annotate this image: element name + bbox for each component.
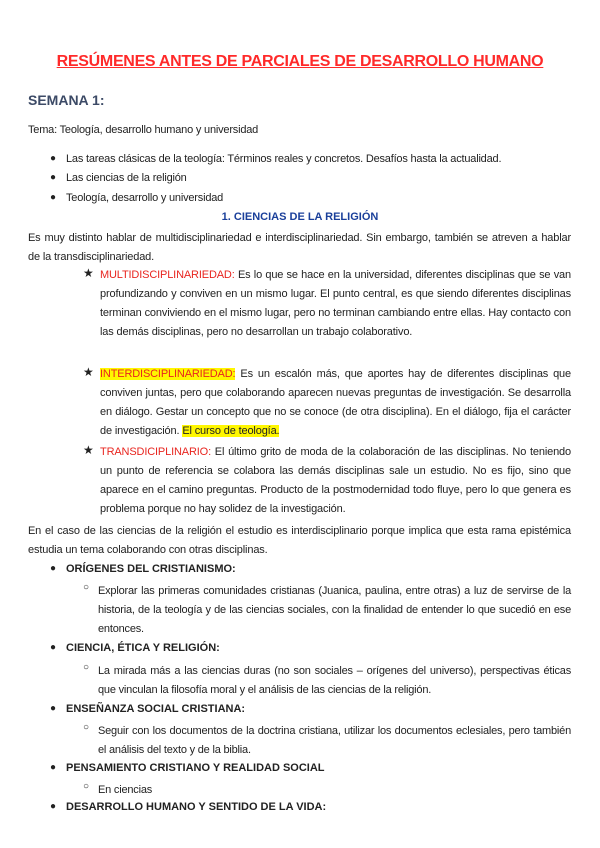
star-icon: ★ bbox=[83, 266, 94, 280]
star-icon: ★ bbox=[83, 365, 94, 379]
document-page: RESÚMENES ANTES DE PARCIALES DE DESARROLLO HUMANO SEMANA 1: Tema: Teología, desarrollo humano y universidad ● Las tareas clásicas de la teología: Términos reales y concretos. Desafíos hasta la actualidad. ● Las ciencias de la religión ● Teología, desarrollo y universidad 1. CIENCIAS DE LA RELIGIÓN Es muy distinto hablar de multidisciplinariedad e interdisciplinariedad. Sin embargo, también se atreven a hablar de la transdisciplinariedad. ★ MULTIDISCIPLINARIEDAD: Es lo que se hace en la universidad, diferentes disciplinas que se van profundizando y conviven en un mismo lugar. El punto central, es que siendo diferentes disciplinas terminan conviviendo en el mismo lugar, pero no terminan cambiando entre ellas. Hay contacto con las demás disciplinas, pero no desarrollan un trabajo colaborativo. ★ INTERDISCIPLINARIEDAD: Es un escalón más, que aportes hay de diferentes disciplinas que conviven juntas, pero que colaborando aparecen nuevas preguntas de investigación. Se desarrolla en diálogo. Gestar un concepto que no se conoce (de otra disciplina). En el diálogo, fija el carácter de investigación. El curso de teología. ★ TRANSDICIPLINARIO: El último grito de moda de la colaboración de las disciplinas. No teniendo un punto de referencia se colabora las demás disciplinas sale un estudio. No es fijo, sino que aparece en el camino preguntas. Producto de la postmodernidad todo fluye, pero lo que genera es problema porque no hay solidez de la investigación. En el caso de las ciencias de la religión el estudio es interdisciplinario porque implica que esta rama epistémica estudia un tema colaborando con otras disciplinas. ● ORÍGENES DEL CRISTIANISMO: ○ Explorar las primeras comunidades cristianas (Juanica, paulina, entre otras) a luz de servirse de la historia, de la teología y de las ciencias sociales, con la finalidad de entender lo que sucedió en ese entonces. ● CIENCIA, ÉTICA Y RELIGIÓN: ○ La mirada más a las ciencias duras (no son sociales – orígenes del universo), perspectivas éticas que vinculan la filosofía moral y el análisis de las ciencias de la religión. ● ENSEÑANZA SOCIAL CRISTIANA: ○ Seguir con los documentos de la doctrina cristiana, utilizar los documentos eclesiales, pero también el análisis del texto y de la biblia. ● PENSAMIENTO CRISTIANO Y REALIDAD SOCIAL ○ En ciencias ● DESARROLLO HUMANO Y SENTIDO DE LA VIDA: bbox=[0, 0, 600, 848]
circle-bullet-icon: ○ bbox=[83, 781, 90, 792]
bullet-icon: ● bbox=[50, 703, 57, 714]
intro-paragraph: Es muy distinto hablar de multidisciplinariedad e interdisciplinariedad. Sin embargo, también se atreven a hablar de la transdisciplinariedad. bbox=[28, 232, 571, 263]
circle-bullet-icon: ○ bbox=[83, 662, 90, 673]
section-heading: 1. CIENCIAS DE LA RELIGIÓN bbox=[221, 211, 379, 223]
bullet-icon: ● bbox=[50, 563, 57, 574]
highlighted-note: El curso de teología. bbox=[182, 425, 280, 437]
term-label: INTERDISCIPLINARIEDAD: bbox=[100, 368, 236, 380]
term-label: TRANSDICIPLINARIO: bbox=[100, 446, 211, 458]
bullet-icon: ● bbox=[50, 762, 57, 773]
bullet-icon: ● bbox=[50, 642, 57, 653]
week-heading: SEMANA 1: bbox=[28, 92, 105, 108]
bullet-icon: ● bbox=[50, 172, 56, 183]
document-title: RESÚMENES ANTES DE PARCIALES DE DESARROLLO HUMANO bbox=[56, 53, 544, 70]
circle-bullet-icon: ○ bbox=[83, 722, 90, 733]
term-label: MULTIDISCIPLINARIEDAD: bbox=[100, 269, 235, 281]
bullet-icon: ● bbox=[50, 801, 57, 812]
topic-line: Tema: Teología, desarrollo humano y universidad bbox=[28, 124, 259, 136]
conclusion-paragraph: En el caso de las ciencias de la religión el estudio es interdisciplinario porque implica que esta rama epistémica estudia un tema colaborando con otras disciplinas. bbox=[28, 525, 571, 556]
circle-bullet-icon: ○ bbox=[83, 582, 90, 593]
star-icon: ★ bbox=[83, 443, 94, 457]
bullet-icon: ● bbox=[50, 153, 56, 164]
bullet-icon: ● bbox=[50, 192, 56, 203]
